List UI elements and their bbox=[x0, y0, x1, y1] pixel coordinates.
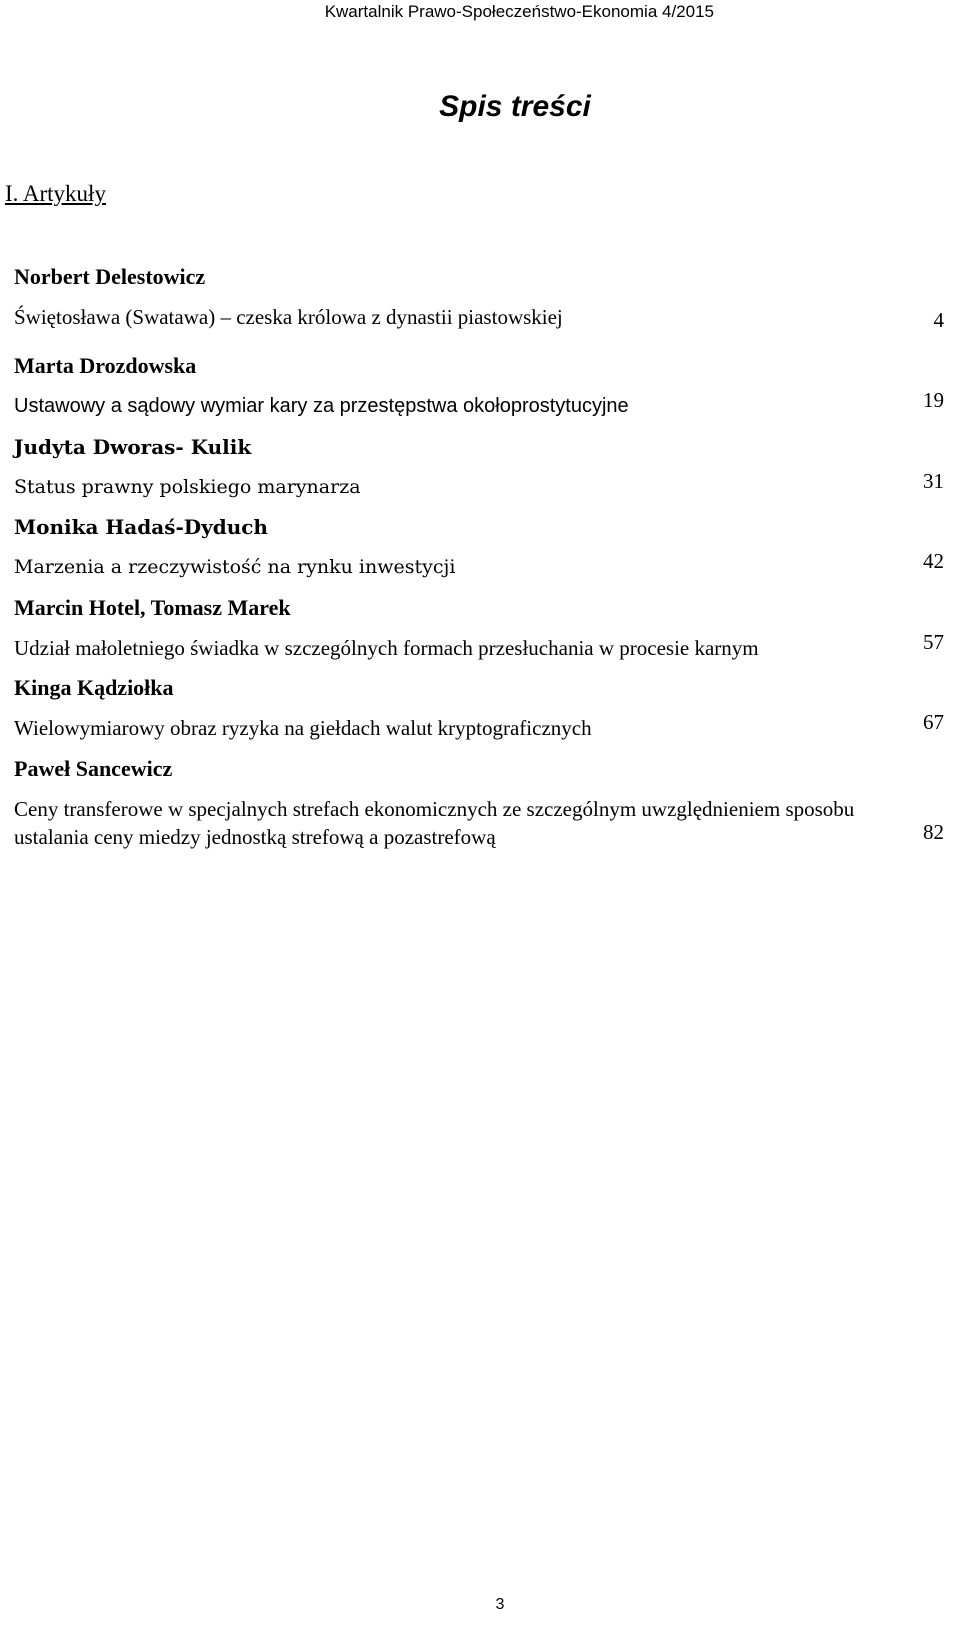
page-title: Spis treści bbox=[439, 90, 591, 123]
entry-author: Kinga Kądziołka bbox=[14, 675, 174, 700]
entry-page: 82 bbox=[923, 820, 944, 844]
entry-author: Monika Hadaś-Dyduch bbox=[14, 515, 268, 539]
toc-entry bbox=[14, 263, 944, 332]
entry-title: Ustawowy a sądowy wymiar kary za przestępstwa okołoprostytucyjne bbox=[14, 395, 629, 417]
entry-title: Udział małoletniego świadka w szczególnych formach przesłuchania w procesie karnym bbox=[14, 636, 759, 660]
entry-title: Ceny transferowe w specjalnych strefach ekonomicznych ze szczególnym uwzględnieniem sposobu ustalania ceny miedzy jednostką strefową a pozastrefową bbox=[14, 797, 855, 849]
page-number: 3 bbox=[495, 1596, 505, 1613]
entry-title: Status prawny polskiego marynarza bbox=[14, 476, 361, 498]
toc-entry bbox=[14, 755, 944, 851]
section-heading: I. Artykuły bbox=[5, 181, 106, 206]
entry-author: Judyta Dworas- Kulik bbox=[14, 435, 252, 459]
entry-title: Świętosława (Swatawa) – czeska królowa z dynastii piastowskiej bbox=[14, 305, 563, 329]
entry-page: 4 bbox=[933, 308, 944, 332]
entry-page: 42 bbox=[923, 549, 944, 573]
entry-title: Wielowymiarowy obraz ryzyka na giełdach walut kryptograficznych bbox=[14, 716, 592, 740]
entry-page: 19 bbox=[923, 388, 944, 412]
entry-page: 31 bbox=[923, 469, 944, 493]
entry-title: Marzenia a rzeczywistość na rynku inwestycji bbox=[14, 556, 456, 578]
entry-author: Marcin Hotel, Tomasz Marek bbox=[14, 595, 291, 620]
entry-page: 57 bbox=[923, 630, 944, 654]
toc-entry bbox=[14, 352, 944, 421]
toc-entry bbox=[14, 674, 944, 743]
journal-header: Kwartalnik Prawo-Społeczeństwo-Ekonomia 4/2015 bbox=[324, 2, 714, 21]
entry-author: Marta Drozdowska bbox=[14, 353, 197, 378]
entry-author: Norbert Delestowicz bbox=[14, 264, 206, 289]
toc-entry bbox=[14, 594, 944, 663]
entry-page: 67 bbox=[923, 710, 944, 734]
toc-entry bbox=[14, 513, 944, 582]
toc-entry bbox=[14, 433, 944, 502]
entry-author: Paweł Sancewicz bbox=[14, 756, 173, 781]
